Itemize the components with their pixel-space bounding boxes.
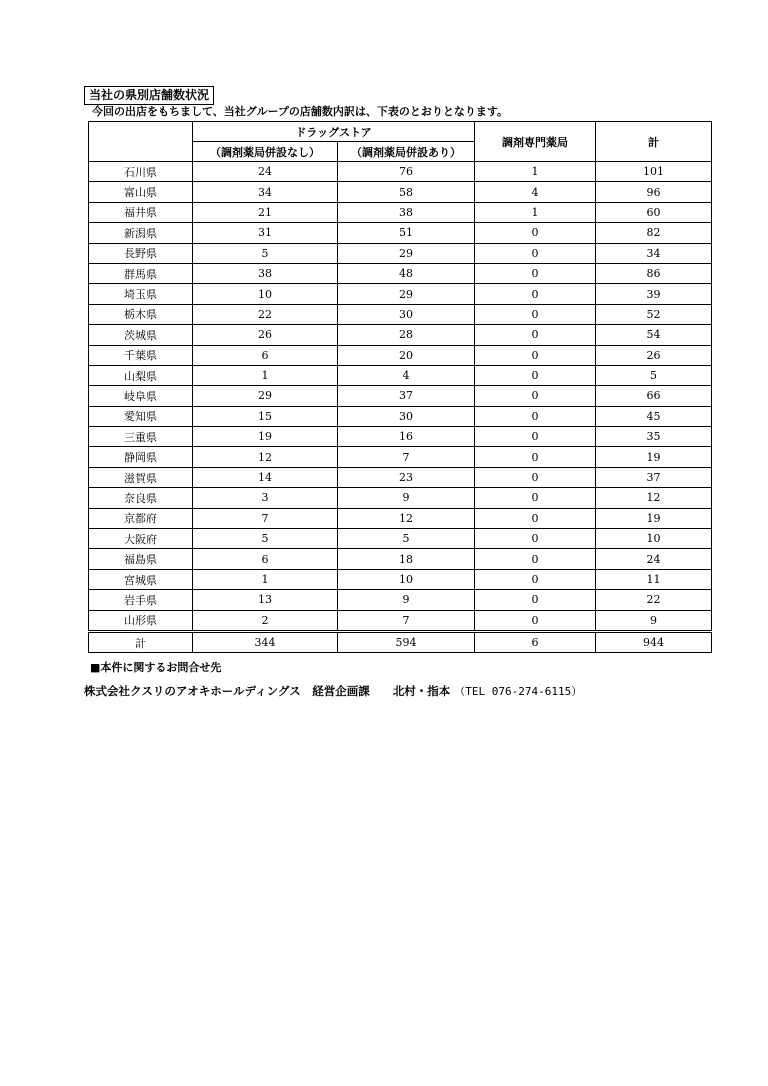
total-cell: 19 [596,508,712,528]
total-cell: 5 [596,365,712,385]
pharmacy-cell: 0 [475,427,596,447]
without-dispensing-cell: 14 [193,467,338,487]
contact-name: 株式会社クスリのアオキホールディングス 経営企画課 北村・指本 [84,684,451,698]
total-with-dispensing: 594 [338,631,475,652]
table-row [89,447,712,467]
total-row [89,631,712,652]
without-dispensing-cell: 29 [193,386,338,406]
with-dispensing-cell: 51 [338,223,475,243]
table-row [89,182,712,202]
page-title: 当社の県別店舗数状況 [84,86,214,105]
header-total: 計 [596,122,712,162]
table-row [89,325,712,345]
total-cell: 35 [596,427,712,447]
table-row [89,284,712,304]
with-dispensing-cell: 4 [338,365,475,385]
pharmacy-cell: 0 [475,610,596,631]
with-dispensing-cell: 7 [338,447,475,467]
prefecture-cell: 新潟県 [89,223,193,243]
total-cell: 52 [596,304,712,324]
total-cell: 9 [596,610,712,631]
total-cell: 22 [596,590,712,610]
with-dispensing-cell: 9 [338,590,475,610]
without-dispensing-cell: 24 [193,162,338,182]
total-cell: 26 [596,345,712,365]
total-cell: 45 [596,406,712,426]
header-with-dispensing: （調剤薬局併設あり） [338,142,475,162]
total-cell: 10 [596,529,712,549]
prefecture-cell: 埼玉県 [89,284,193,304]
pharmacy-cell: 0 [475,243,596,263]
with-dispensing-cell: 38 [338,202,475,222]
without-dispensing-cell: 2 [193,610,338,631]
table-row [89,488,712,508]
total-cell: 39 [596,284,712,304]
prefecture-cell: 静岡県 [89,447,193,467]
prefecture-cell: 千葉県 [89,345,193,365]
pharmacy-cell: 0 [475,549,596,569]
without-dispensing-cell: 13 [193,590,338,610]
prefecture-cell: 栃木県 [89,304,193,324]
total-cell: 24 [596,549,712,569]
pharmacy-cell: 4 [475,182,596,202]
store-count-table [88,121,712,653]
without-dispensing-cell: 10 [193,284,338,304]
with-dispensing-cell: 28 [338,325,475,345]
with-dispensing-cell: 76 [338,162,475,182]
contact-heading: ■本件に関するお問合せ先 [90,661,222,674]
header-without-dispensing: （調剤薬局併設なし） [193,142,338,162]
with-dispensing-cell: 30 [338,304,475,324]
pharmacy-cell: 0 [475,447,596,467]
table-row [89,508,712,528]
table-row [89,202,712,222]
prefecture-cell: 富山県 [89,182,193,202]
without-dispensing-cell: 5 [193,529,338,549]
total-cell: 60 [596,202,712,222]
pharmacy-cell: 0 [475,488,596,508]
table-row [89,406,712,426]
without-dispensing-cell: 5 [193,243,338,263]
header-drugstore: ドラッグストア [193,122,475,142]
with-dispensing-cell: 12 [338,508,475,528]
with-dispensing-cell: 37 [338,386,475,406]
table-row [89,549,712,569]
table-row [89,304,712,324]
prefecture-cell: 滋賀県 [89,467,193,487]
with-dispensing-cell: 20 [338,345,475,365]
without-dispensing-cell: 22 [193,304,338,324]
contact-phone: （TEL 076-274-6115） [454,685,583,698]
total-label: 計 [89,631,193,652]
with-dispensing-cell: 18 [338,549,475,569]
intro-text: 今回の出店をもちまして、当社グループの店舗数内訳は、下表のとおりとなります。 [92,105,509,118]
total-cell: 101 [596,162,712,182]
without-dispensing-cell: 6 [193,549,338,569]
pharmacy-cell: 0 [475,365,596,385]
pharmacy-cell: 0 [475,325,596,345]
prefecture-cell: 長野県 [89,243,193,263]
pharmacy-cell: 0 [475,304,596,324]
table-row [89,386,712,406]
prefecture-cell: 奈良県 [89,488,193,508]
without-dispensing-cell: 12 [193,447,338,467]
with-dispensing-cell: 10 [338,569,475,589]
table-row [89,162,712,182]
pharmacy-cell: 0 [475,529,596,549]
with-dispensing-cell: 29 [338,284,475,304]
table-row [89,569,712,589]
total-cell: 66 [596,386,712,406]
without-dispensing-cell: 7 [193,508,338,528]
with-dispensing-cell: 9 [338,488,475,508]
pharmacy-cell: 0 [475,467,596,487]
prefecture-cell: 福井県 [89,202,193,222]
total-without-dispensing: 344 [193,631,338,652]
pharmacy-cell: 0 [475,406,596,426]
without-dispensing-cell: 38 [193,263,338,283]
prefecture-cell: 山形県 [89,610,193,631]
prefecture-cell: 三重県 [89,427,193,447]
table-row [89,243,712,263]
total-cell: 54 [596,325,712,345]
without-dispensing-cell: 31 [193,223,338,243]
table-row [89,529,712,549]
prefecture-cell: 福島県 [89,549,193,569]
with-dispensing-cell: 58 [338,182,475,202]
prefecture-cell: 石川県 [89,162,193,182]
table-row [89,590,712,610]
with-dispensing-cell: 30 [338,406,475,426]
without-dispensing-cell: 1 [193,569,338,589]
total-cell: 96 [596,182,712,202]
table-row [89,427,712,447]
table-row [89,610,712,631]
without-dispensing-cell: 3 [193,488,338,508]
total-cell: 12 [596,488,712,508]
without-dispensing-cell: 15 [193,406,338,426]
without-dispensing-cell: 21 [193,202,338,222]
pharmacy-cell: 0 [475,284,596,304]
pharmacy-cell: 0 [475,569,596,589]
prefecture-cell: 茨城県 [89,325,193,345]
without-dispensing-cell: 1 [193,365,338,385]
table-row [89,365,712,385]
prefecture-cell: 山梨県 [89,365,193,385]
prefecture-cell: 岩手県 [89,590,193,610]
without-dispensing-cell: 6 [193,345,338,365]
table-row [89,223,712,243]
without-dispensing-cell: 26 [193,325,338,345]
with-dispensing-cell: 29 [338,243,475,263]
total-cell: 82 [596,223,712,243]
with-dispensing-cell: 23 [338,467,475,487]
table-row [89,345,712,365]
prefecture-cell: 大阪府 [89,529,193,549]
pharmacy-cell: 0 [475,508,596,528]
table-row [89,263,712,283]
prefecture-cell: 群馬県 [89,263,193,283]
pharmacy-cell: 0 [475,223,596,243]
with-dispensing-cell: 5 [338,529,475,549]
total-all: 944 [596,631,712,652]
table-row [89,467,712,487]
total-cell: 11 [596,569,712,589]
prefecture-cell: 京都府 [89,508,193,528]
total-cell: 37 [596,467,712,487]
pharmacy-cell: 0 [475,345,596,365]
pharmacy-cell: 1 [475,202,596,222]
without-dispensing-cell: 34 [193,182,338,202]
header-prefecture [89,122,193,162]
total-cell: 19 [596,447,712,467]
with-dispensing-cell: 7 [338,610,475,631]
prefecture-cell: 宮城県 [89,569,193,589]
total-pharmacy: 6 [475,631,596,652]
header-pharmacy: 調剤専門薬局 [475,122,596,162]
prefecture-cell: 愛知県 [89,406,193,426]
with-dispensing-cell: 48 [338,263,475,283]
pharmacy-cell: 1 [475,162,596,182]
pharmacy-cell: 0 [475,386,596,406]
total-cell: 86 [596,263,712,283]
with-dispensing-cell: 16 [338,427,475,447]
contact-info [84,683,582,700]
prefecture-cell: 岐阜県 [89,386,193,406]
pharmacy-cell: 0 [475,263,596,283]
without-dispensing-cell: 19 [193,427,338,447]
total-cell: 34 [596,243,712,263]
pharmacy-cell: 0 [475,590,596,610]
